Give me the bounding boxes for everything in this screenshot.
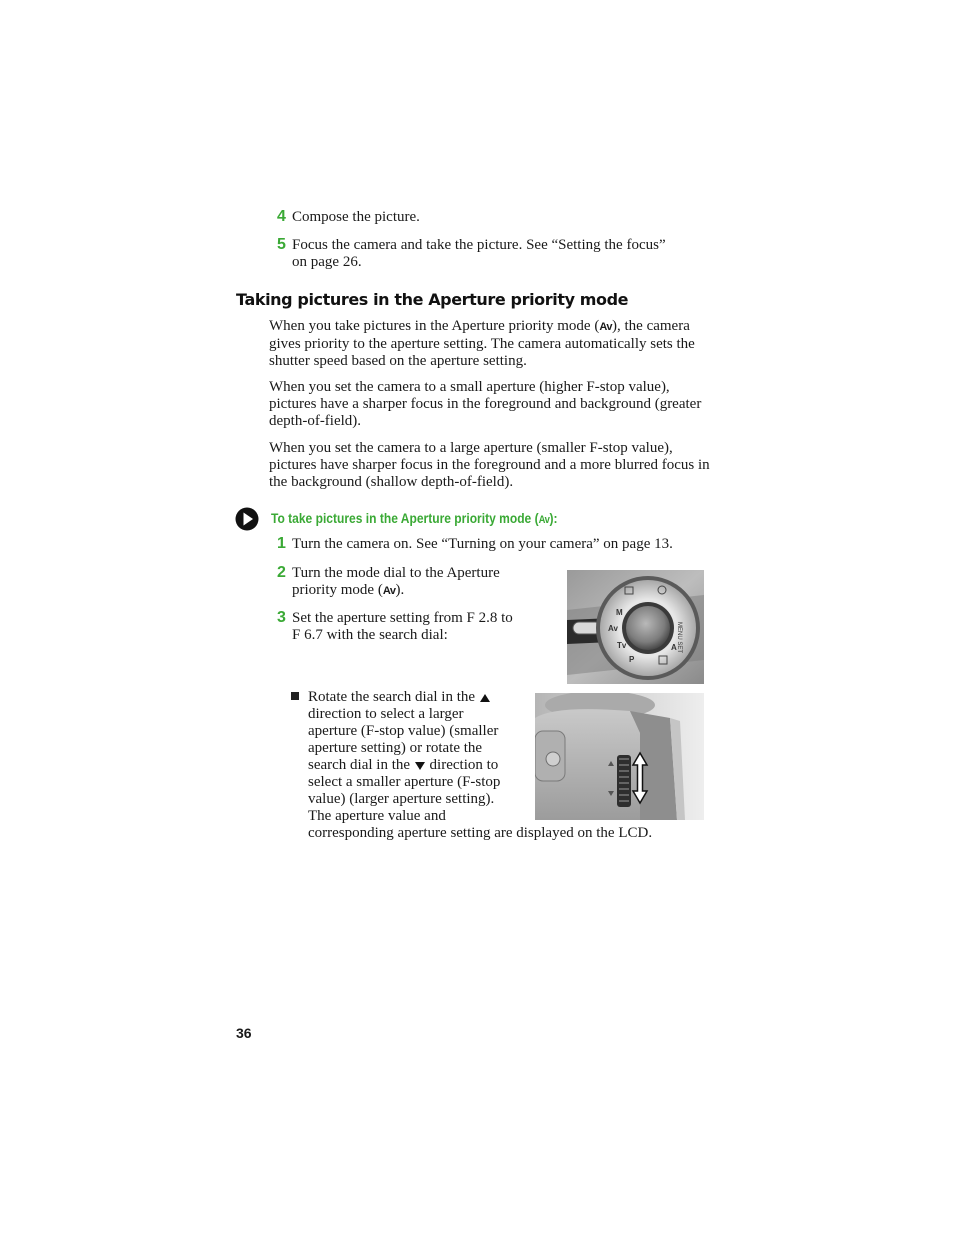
step-text-line1: Set the aperture setting from F 2.8 to: [292, 610, 513, 626]
step-text-line1: Turn the mode dial to the Aperture: [292, 565, 500, 581]
dial-label-menu-set: MENU SET: [676, 622, 682, 654]
bullet-line: corresponding aperture setting are displayed on the LCD.: [308, 825, 653, 841]
mode-dial-photo: [567, 570, 704, 684]
step-number: 2: [277, 564, 286, 581]
step-text-line2: on page 26.: [292, 254, 362, 270]
step-text: ).: [395, 582, 405, 598]
paragraph-text: camera gives priority to the aperture setting. The camera automatically sets the shutter speed based on the aperture setting.: [269, 318, 695, 369]
step-text-line2: F 6.7 with the search dial:: [292, 627, 448, 643]
dial-label-av: Av: [608, 624, 618, 633]
procedure-title-text: To take pictures in the Aperture priority mode (: [271, 510, 539, 526]
step-5: [277, 237, 717, 271]
down-triangle-icon: [414, 761, 426, 771]
paragraph-3: When you set the camera to a large aperture (smaller F-stop value), pictures have sharper focus in the foreground and a more blurred focus in the background (shallow depth-of-field).: [269, 440, 710, 490]
paragraph-1: [269, 318, 713, 370]
dial-label-p: P: [629, 655, 635, 664]
bullet-line: select a smaller aperture (F-stop: [308, 774, 501, 790]
step-number: 5: [277, 236, 286, 253]
bullet-line: direction to select a larger: [308, 706, 464, 722]
procedure-arrow-icon: [235, 507, 259, 531]
bullet-line: aperture setting) or rotate the: [308, 740, 483, 756]
procedure-title: [271, 510, 558, 526]
step-number: 3: [277, 609, 286, 626]
procedure-step-1: [277, 536, 673, 553]
dial-label-tv: Tv: [617, 641, 627, 650]
bullet-line: value) (larger aperture setting).: [308, 791, 495, 807]
paragraph-text: ), the: [611, 318, 643, 334]
paragraph-2: When you set the camera to a small aperture (higher F-stop value), pictures have a sharper focus in the foreground and background (greater depth-of-field).: [269, 379, 702, 429]
page-number: 36: [236, 1025, 252, 1041]
av-mode-symbol: Av: [382, 585, 396, 597]
bullet-line: aperture (F-stop value) (smaller: [308, 723, 499, 739]
step-number: 1: [277, 535, 286, 552]
av-mode-symbol: Av: [538, 514, 550, 526]
step-4: [277, 209, 420, 226]
bullet-square: [291, 692, 299, 700]
step-text-line2: [292, 582, 547, 600]
bullet-line: search dial in the: [308, 757, 411, 773]
procedure-step-2: [277, 565, 547, 600]
section-heading: Taking pictures in the Aperture priority mode: [236, 290, 629, 309]
dial-label-m: M: [616, 608, 623, 617]
step-number: 4: [277, 208, 286, 225]
procedure-title-text: ):: [549, 510, 558, 526]
bullet-line: The aperture value and: [308, 808, 446, 824]
bullet-line: Rotate the search dial in the: [308, 689, 476, 705]
search-dial-photo: [535, 693, 704, 820]
procedure-step-3: [277, 610, 547, 644]
step-text-line1: Focus the camera and take the picture. See “Setting the focus”: [292, 237, 666, 253]
step-text: Compose the picture.: [292, 209, 420, 225]
bullet-line: direction to: [429, 757, 499, 773]
paragraph-text: When you take pictures in the Aperture priority mode (: [269, 318, 600, 334]
dial-label-a: A: [671, 643, 677, 652]
up-triangle-icon: [479, 693, 491, 703]
step-text: Turn the camera on. See “Turning on your camera” on page 13.: [292, 536, 673, 552]
step-text: priority mode (: [292, 582, 383, 598]
av-mode-symbol: Av: [599, 321, 612, 333]
